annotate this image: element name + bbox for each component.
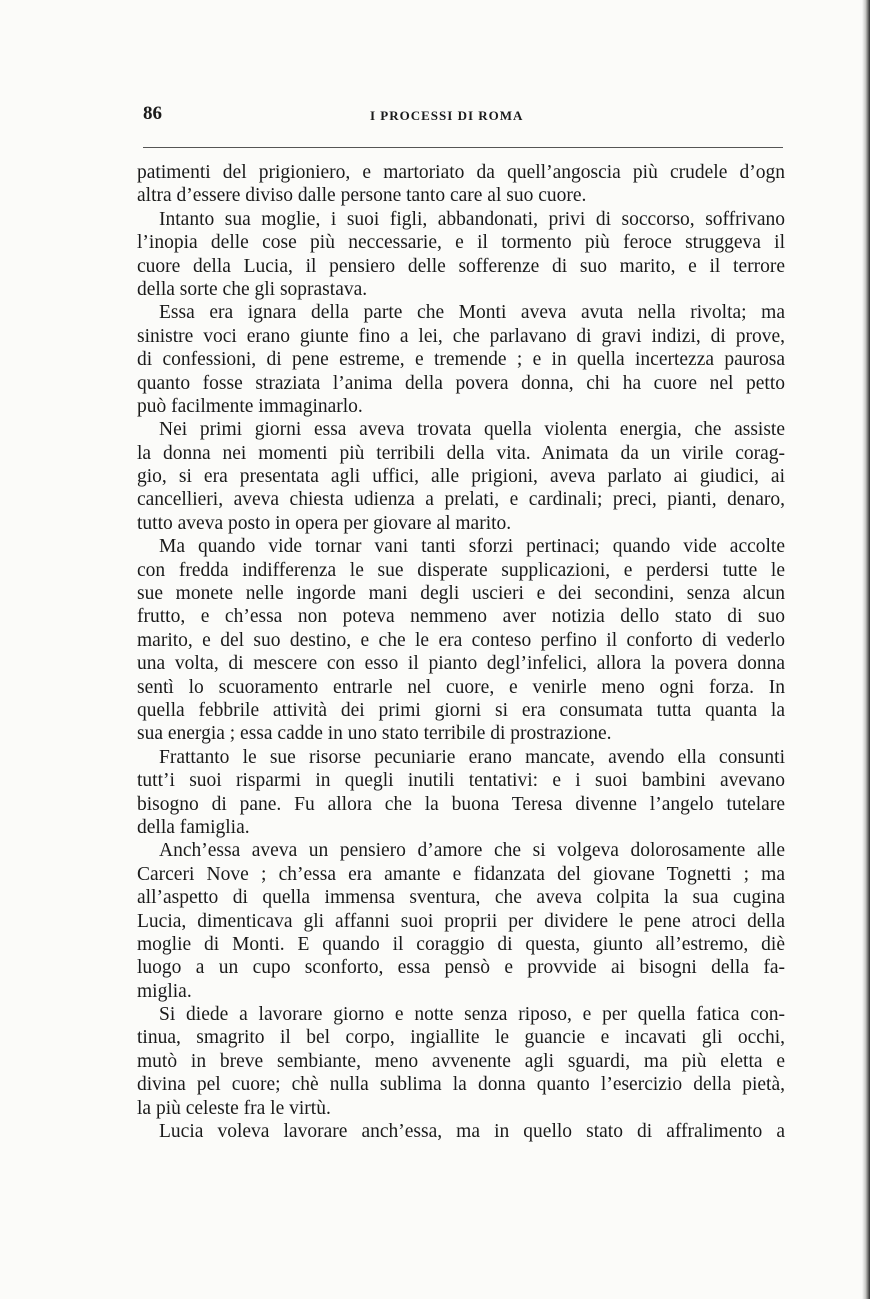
text-line: sua energia ; essa cadde in uno stato terribile di prostrazione. <box>137 723 612 745</box>
text-line: tutt’i suoi risparmi in quegli inutili tentativi: e i suoi bambini avevano <box>137 770 785 792</box>
text-line: moglie di Monti. E quando il coraggio di questa, giunto all’estremo, diè <box>137 933 785 955</box>
text-line: gio, si era presentata agli uffici, alle prigioni, aveva parlato ai giudici, ai <box>137 466 785 488</box>
text-line: marito, e del suo destino, e che le era conteso perfino il conforto di vederlo <box>137 629 785 651</box>
text-line: della sorte che gli soprastava. <box>137 278 368 300</box>
text-line: Nei primi giorni essa aveva trovata quella violenta energia, che assiste <box>159 419 785 441</box>
text-line: sinistre voci erano giunte fino a lei, che parlavano di gravi indizi, di prove, <box>137 325 785 347</box>
text-line: Frattanto le sue risorse pecuniarie erano mancate, avendo ella consunti <box>159 746 785 768</box>
text-line: Ma quando vide tornar vani tanti sforzi pertinaci; quando vide accolte <box>159 536 785 558</box>
text-line: miglia. <box>137 980 192 1002</box>
text-line: Si diede a lavorare giorno e notte senza riposo, e per quella fatica con- <box>159 1004 785 1026</box>
text-line: la donna nei momenti più terribili della vita. Animata da un virile corag- <box>137 442 785 464</box>
running-title: I PROCESSI DI ROMA <box>370 108 524 123</box>
text-line: patimenti del prigioniero, e martoriato da quell’angoscia più crudele d’ogn <box>137 162 785 183</box>
text-line: l’inopia delle cose più neccessarie, e il tormento più feroce struggeva il <box>137 232 785 254</box>
text-line: una volta, di mescere con esso il pianto degl’infelici, allora la povera donna <box>137 653 785 675</box>
page-header <box>143 103 783 133</box>
text-line: bisogno di pane. Fu allora che la buona Teresa divenne l’angelo tutelare <box>137 793 785 815</box>
text-line: quanto fosse straziata l’anima della povera donna, chi ha cuore nel petto <box>137 372 785 394</box>
binding-edge <box>862 0 870 1299</box>
text-line: mutò in breve sembiante, meno avvenente agli sguardi, ma più eletta e <box>137 1050 785 1072</box>
text-line: cancellieri, aveva chiesta udienza a prelati, e cardinali; preci, pianti, denaro, <box>137 489 785 511</box>
body-text <box>137 161 785 1143</box>
text-line: quella febbrile attività dei primi giorni si era consumata tutta quanta la <box>137 699 785 721</box>
text-line: luogo a un cupo sconforto, essa pensò e provvide ai bisogni della fa- <box>137 957 785 979</box>
text-line: con fredda indifferenza le sue disperate supplicazioni, e perdersi tutte le <box>137 559 785 581</box>
text-line: può facilmente immaginarlo. <box>137 395 363 417</box>
text-line: altra d’essere diviso dalle persone tanto care al suo cuore. <box>137 185 587 207</box>
text-line: Essa era ignara della parte che Monti aveva avuta nella rivolta; ma <box>159 302 785 324</box>
text-line: di confessioni, di pene estreme, e tremende ; e in quella incertezza paurosa <box>137 349 785 371</box>
text-line: della famiglia. <box>137 816 250 838</box>
header-rule <box>143 147 783 148</box>
page-number: 86 <box>143 103 162 124</box>
text-line: all’aspetto di quella immensa sventura, che aveva colpita la sua cugina <box>137 887 785 909</box>
text-line: sentì lo scuoramento entrarle nel cuore, e venirle meno ogni forza. In <box>137 676 785 698</box>
text-line: Lucia, dimenticava gli affanni suoi proprii per dividere le pene atroci della <box>137 910 785 932</box>
text-line: tinua, smagrito il bel corpo, ingiallite le guancie e incavati gli occhi, <box>137 1027 785 1049</box>
text-line: la più celeste fra le virtù. <box>137 1097 331 1119</box>
text-line: Carceri Nove ; ch’essa era amante e fidanzata del giovane Tognetti ; ma <box>137 863 785 885</box>
text-line: cuore della Lucia, il pensiero delle sofferenze di suo marito, e il terrore <box>137 255 785 277</box>
text-line: Lucia voleva lavorare anch’essa, ma in quello stato di affralimento a <box>159 1121 785 1143</box>
text-line: sue monete nelle ingorde mani degli uscieri e dei secondini, senza alcun <box>137 583 785 605</box>
text-line: frutto, e ch’essa non poteva nemmeno aver notizia dello stato di suo <box>137 606 785 628</box>
text-line: tutto aveva posto in opera per giovare al marito. <box>137 512 512 534</box>
text-line: divina pel cuore; chè nulla sublima la donna quanto l’esercizio della pietà, <box>137 1074 785 1096</box>
text-line: Intanto sua moglie, i suoi figli, abbandonati, privi di soccorso, soffrivano <box>159 208 785 230</box>
text-line: Anch’essa aveva un pensiero d’amore che si volgeva dolorosamente alle <box>159 840 785 862</box>
